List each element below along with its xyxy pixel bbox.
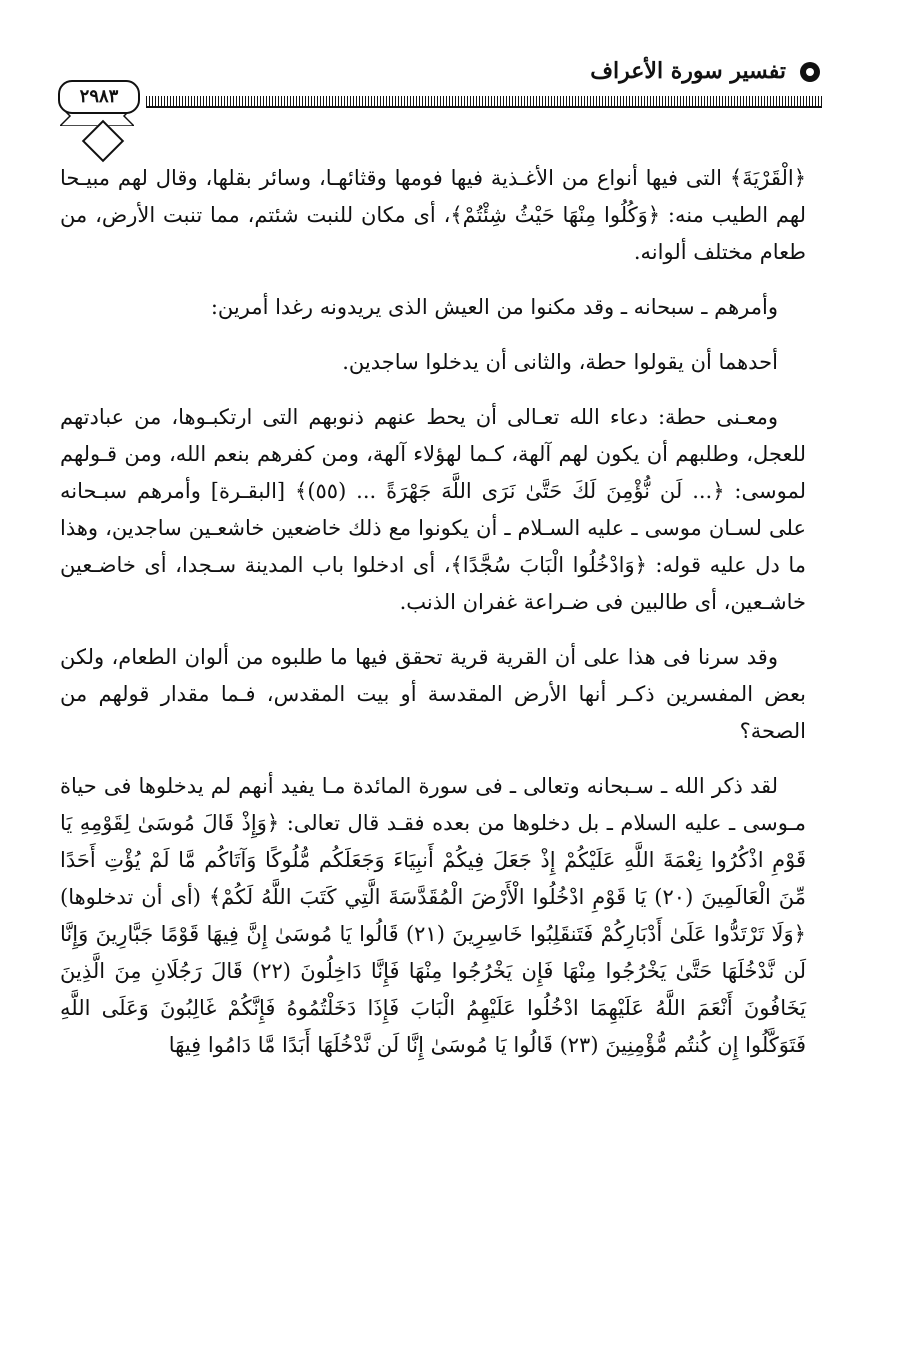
paragraph-3: أحدهما أن يقولوا حطة، والثانى أن يدخلوا ساجدين. <box>342 350 778 374</box>
paragraph-1: ﴿الْقَرْيَةَ﴾ التى فيها أنواع من الأغـذية فيها فومها وقثائهـا، وسائر بقلها، وقال لهم مبيـحا لهم الطيب منه: ﴿وَكُلُوا مِنْهَا حَيْثُ شِئْتُمْ﴾، أى مكان للنبت شئتم، مما تنبت الأرض، من طعام مختلف ألوانه. <box>60 166 806 264</box>
paragraph-5: وقد سرنا فى هذا على أن القرية قرية تحقق فيها ما طلبوه من ألوان الطعام، ولكن بعض المفسرين ذكـر أنها الأرض المقدسة أو بيت المقدس، فـما مقدار قولهم من الصحة؟ <box>60 645 806 743</box>
body-text <box>60 160 806 1082</box>
page-number: ٢٩٨٣ <box>58 80 140 114</box>
paragraph-2: وأمرهم ـ سبحانه ـ وقد مكنوا من العيش الذى يريدونه رغدا أمرين: <box>210 295 778 319</box>
page-header <box>46 40 826 150</box>
ornament-icon <box>798 60 822 84</box>
paragraph-6: لقد ذكر الله ـ سـبحانه وتعالى ـ فى سورة المائدة مـا يفيد أنهم لم يدخلوها فى حياة مـوسى ـ عليه السلام ـ بل دخلوها من بعده فقـد قال تعالى: ﴿وَإِذْ قَالَ مُوسَىٰ لِقَوْمِهِ يَا قَوْمِ اذْكُرُوا نِعْمَةَ اللَّهِ عَلَيْكُمْ إِذْ جَعَلَ فِيكُمْ أَنبِيَاءَ وَجَعَلَكُم مُّلُوكًا وَآتَاكُم مَّا لَمْ يُؤْتِ أَحَدًا مِّنَ الْعَالَمِينَ (٢٠) يَا قَوْمِ ادْخُلُوا الْأَرْضَ الْمُقَدَّسَةَ الَّتِي كَتَبَ اللَّهُ لَكُمْ﴾ (أى أن تدخلوها) ﴿وَلَا تَرْتَدُّوا عَلَىٰ أَدْبَارِكُمْ فَتَنقَلِبُوا خَاسِرِينَ (٢١) قَالُوا يَا مُوسَىٰ إِنَّ فِيهَا قَوْمًا جَبَّارِينَ وَإِنَّا لَن نَّدْخُلَهَا حَتَّىٰ يَخْرُجُوا مِنْهَا فَإِن يَخْرُجُوا مِنْهَا فَإِنَّا دَاخِلُونَ (٢٢) قَالَ رَجُلَانِ مِنَ الَّذِينَ يَخَافُونَ أَنْعَمَ اللَّهُ عَلَيْهِمَا ادْخُلُوا عَلَيْهِمُ الْبَابَ فَإِذَا دَخَلْتُمُوهُ فَإِنَّكُمْ غَالِبُونَ وَعَلَى اللَّهِ فَتَوَكَّلُوا إِن كُنتُم مُّؤْمِنِينَ (٢٣) قَالُوا يَا مُوسَىٰ إِنَّا لَن نَّدْخُلَهَا أَبَدًا مَّا دَامُوا فِيهَا <box>60 774 807 1057</box>
header-rule <box>146 96 822 108</box>
paragraph-4: ومعـنى حطة: دعاء الله تعـالى أن يحط عنهم ذنوبهم التى ارتكبـوها، من عبادتهم للعجل، وطلبهم أن يكون لهم آلهة، كـما لهؤلاء آلهة، ومن كفرهم بنعم الله، ومن قـولهم لموسى: ﴿... لَن نُّؤْمِنَ لَكَ حَتَّىٰ نَرَى اللَّهَ جَهْرَةً ... (٥٥)﴾ [البقـرة] وأمرهم سبـحانه على لسـان موسى ـ عليه السـلام ـ أن يكونوا مع ذلك خاضعين خاشعـين ساجدين، وهذا ما دل عليه قوله: ﴿وَادْخُلُوا الْبَابَ سُجَّدًا﴾، أى ادخلوا باب المدينة سـجدا، أى خاضـعين خاشـعين، أى طالبين فى ضـراعة غفران الذنب. <box>60 405 806 614</box>
chapter-title: تفسير سورة الأعراف <box>590 58 786 84</box>
diamond-ornament-icon <box>82 120 124 162</box>
